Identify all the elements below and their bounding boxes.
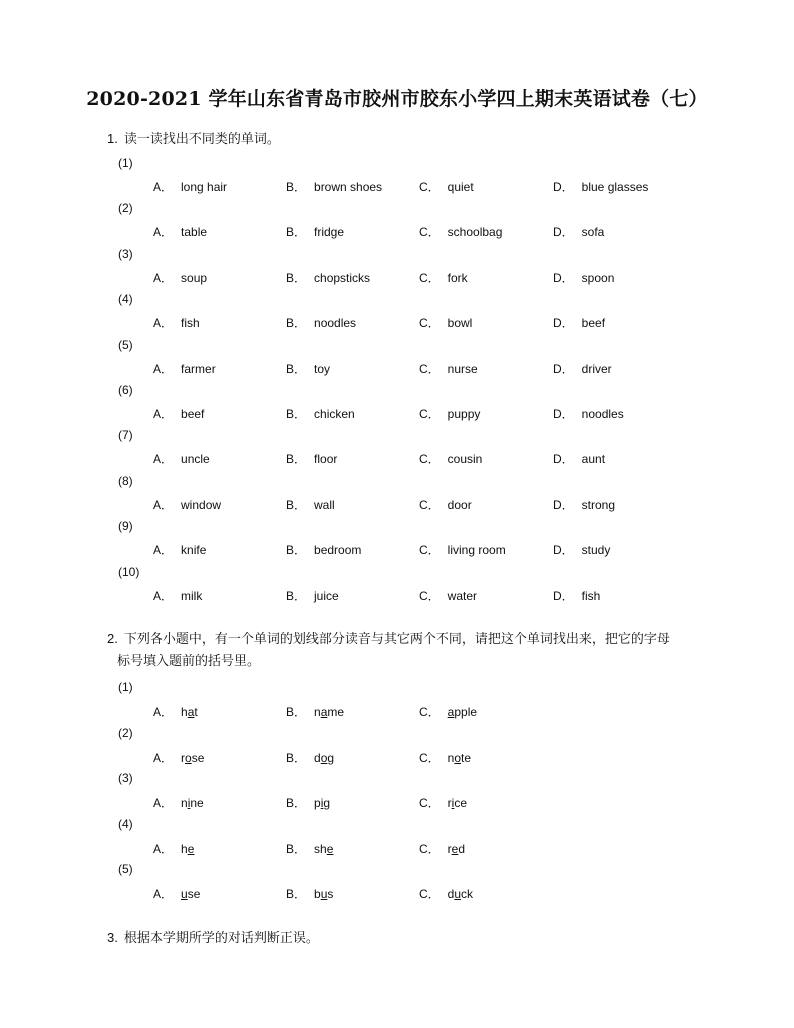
word-suffix: g: [327, 750, 335, 765]
option-word: soup: [181, 270, 208, 285]
option: [286, 749, 334, 766]
option-word: juice: [314, 588, 339, 603]
option: [286, 587, 339, 604]
underlined-letters: u: [454, 887, 462, 902]
option-letter: B．: [286, 796, 307, 811]
underlined-letters: o: [320, 750, 328, 765]
option: [286, 223, 344, 240]
word-suffix: pple: [454, 705, 478, 719]
option-letter: C．: [419, 705, 440, 719]
option-letter: B．: [286, 361, 307, 376]
question-2-text-line2: 标号填入题前的括号里。: [117, 653, 261, 668]
option-letter: A．: [153, 180, 174, 194]
word-prefix: r: [447, 796, 452, 811]
question-1-number: 1.: [107, 131, 118, 146]
option: [553, 269, 614, 286]
option: [153, 496, 221, 513]
option-word: puppy: [447, 407, 481, 421]
option-letter: B．: [286, 407, 307, 421]
underlined-letters: i: [187, 796, 191, 811]
word-prefix: d: [447, 887, 455, 902]
underlined-letters: o: [185, 750, 192, 765]
option: [153, 405, 204, 422]
option: [553, 541, 610, 558]
question-3-heading: [107, 927, 707, 949]
option: [286, 360, 330, 377]
option: [286, 178, 382, 195]
underlined-letters: i: [320, 796, 324, 811]
option: [286, 314, 356, 331]
option-word: chopsticks: [314, 270, 371, 285]
option: [153, 450, 210, 467]
underlined-letters: u: [320, 887, 328, 902]
option-word: chicken: [314, 407, 355, 421]
item-label: (2): [118, 725, 133, 740]
option: [286, 840, 333, 857]
option-letter: B．: [286, 452, 307, 467]
option-letter: D．: [553, 225, 574, 240]
option-letter: D．: [553, 497, 574, 512]
option-letter: C．: [419, 270, 440, 285]
option-letter: A．: [153, 270, 174, 285]
option-letter: C．: [419, 316, 440, 331]
item-label: (9): [118, 519, 133, 534]
option: [553, 450, 605, 467]
option-letter: B．: [286, 705, 307, 719]
option-letter: D．: [553, 452, 574, 467]
option-letter: A．: [153, 705, 174, 719]
option-letter: B．: [286, 543, 307, 558]
option-letter: C．: [419, 588, 440, 603]
word-prefix: r: [181, 750, 186, 765]
option: [553, 360, 612, 377]
word-prefix: h: [181, 841, 188, 856]
option-letter: A．: [153, 407, 174, 421]
option-word: window: [181, 497, 222, 512]
option-letter: A．: [153, 841, 174, 856]
option: [153, 794, 204, 811]
option-letter: B．: [286, 750, 307, 765]
option: [153, 314, 200, 331]
page-title: 2020-2021 学年山东省青岛市胶州市胶东小学四上期末英语试卷（七）: [86, 88, 708, 110]
word-prefix: p: [314, 796, 321, 811]
word-prefix: r: [447, 841, 452, 856]
option-word: farmer: [181, 361, 216, 376]
option-word: nurse: [447, 361, 478, 376]
word-prefix: n: [314, 705, 321, 719]
option-word: living room: [447, 543, 506, 558]
option-letter: D．: [553, 270, 574, 285]
option: [419, 794, 467, 811]
option-word: bowl: [447, 316, 473, 331]
option-letter: C．: [419, 750, 440, 765]
option-word: bedroom: [314, 543, 362, 558]
item-label: (4): [118, 816, 133, 831]
option-word: schoolbag: [447, 225, 503, 240]
word-suffix: d: [458, 841, 466, 856]
option-letter: D．: [553, 407, 574, 421]
option-letter: A．: [153, 225, 174, 240]
option-letter: A．: [153, 796, 174, 811]
option: [419, 269, 468, 286]
word-suffix: te: [461, 750, 472, 765]
option-word: milk: [181, 588, 203, 603]
question-2-heading: [107, 628, 707, 672]
option-letter: C．: [419, 452, 440, 467]
option-word: noodles: [581, 407, 624, 421]
option: [286, 405, 355, 422]
option-letter: A．: [153, 452, 174, 467]
option-letter: A．: [153, 887, 174, 902]
option: [153, 269, 207, 286]
option: [153, 587, 202, 604]
option: [419, 885, 473, 902]
word-suffix: ne: [190, 796, 204, 811]
option-word: fork: [447, 270, 468, 285]
option: [153, 223, 207, 240]
item-label: (10): [118, 564, 140, 579]
option-letter: A．: [153, 316, 174, 331]
word-prefix: n: [447, 750, 455, 765]
option-word: table: [181, 225, 208, 240]
option: [419, 314, 472, 331]
option: [153, 541, 206, 558]
option: [419, 840, 465, 857]
option-letter: D．: [553, 180, 574, 194]
underlined-letters: a: [320, 705, 328, 719]
option: [553, 496, 615, 513]
option: [153, 885, 200, 902]
option: [419, 541, 506, 558]
option-word: cousin: [447, 452, 483, 467]
option-word: spoon: [581, 270, 615, 285]
option-letter: C．: [419, 543, 440, 558]
option: [153, 360, 216, 377]
option-word: toy: [314, 361, 331, 376]
option-letter: C．: [419, 180, 440, 194]
word-suffix: se: [187, 887, 201, 902]
option: [286, 496, 335, 513]
option-letter: B．: [286, 841, 307, 856]
item-label: (3): [118, 246, 133, 261]
option: [419, 496, 472, 513]
option-letter: C．: [419, 796, 440, 811]
underlined-letters: a: [187, 705, 195, 719]
option-word: beef: [581, 316, 606, 331]
option-letter: B．: [286, 270, 307, 285]
item-label: (7): [118, 428, 133, 443]
option-letter: B．: [286, 316, 307, 331]
option-letter: C．: [419, 841, 440, 856]
option: [419, 223, 502, 240]
option: [419, 450, 482, 467]
underlined-letters: i: [451, 796, 455, 811]
item-label: (1): [118, 156, 133, 170]
option: [153, 703, 198, 720]
option: [553, 314, 605, 331]
word-suffix: g: [323, 796, 331, 811]
option: [286, 450, 337, 467]
option-word: noodles: [314, 316, 357, 331]
option-word: water: [447, 588, 478, 603]
item-label: (4): [118, 292, 133, 307]
question-3-number: 3.: [107, 930, 118, 945]
item-label: (1): [118, 680, 133, 694]
underlined-letters: e: [326, 841, 334, 856]
question-1-heading: [107, 128, 707, 150]
word-prefix: b: [314, 887, 321, 902]
question-1-text: 读一读找出不同类的单词。: [123, 131, 280, 146]
option-word: strong: [581, 497, 616, 512]
word-suffix: s: [327, 887, 334, 902]
option-letter: D．: [553, 543, 574, 558]
option-letter: B．: [286, 180, 307, 194]
option: [153, 178, 227, 195]
option-letter: B．: [286, 887, 307, 902]
word-suffix: ck: [461, 887, 474, 902]
option-word: fridge: [314, 225, 345, 240]
option-letter: B．: [286, 588, 307, 603]
word-prefix: h: [181, 705, 188, 719]
option-word: long hair: [181, 180, 228, 194]
item-label: (5): [118, 337, 133, 352]
option-letter: D．: [553, 316, 574, 331]
item-label: (6): [118, 383, 133, 397]
word-prefix: n: [181, 796, 188, 811]
option-word: fish: [181, 316, 200, 331]
option: [286, 541, 361, 558]
option-word: uncle: [181, 452, 210, 467]
item-label: (2): [118, 201, 133, 216]
option-word: brown shoes: [314, 180, 383, 194]
option: [553, 223, 604, 240]
question-2-number: 2.: [107, 631, 118, 646]
word-prefix: d: [314, 750, 321, 765]
option-word: study: [581, 543, 611, 558]
option: [419, 703, 477, 720]
option-letter: D．: [553, 588, 574, 603]
word-suffix: se: [191, 750, 205, 765]
option-letter: A．: [153, 750, 174, 765]
option-letter: B．: [286, 225, 307, 240]
item-label: (8): [118, 473, 133, 488]
option-word: quiet: [447, 180, 474, 194]
option-word: aunt: [581, 452, 606, 467]
underlined-letters: a: [447, 705, 455, 719]
option-letter: A．: [153, 497, 174, 512]
underlined-letters: e: [451, 841, 459, 856]
option-letter: A．: [153, 588, 174, 603]
option-letter: A．: [153, 543, 174, 558]
word-suffix: ce: [454, 796, 468, 811]
option-letter: D．: [553, 361, 574, 376]
option: [419, 360, 478, 377]
option-letter: A．: [153, 361, 174, 376]
word-prefix: sh: [314, 841, 327, 856]
option: [286, 794, 330, 811]
option-word: driver: [581, 361, 612, 376]
option: [286, 703, 344, 720]
underlined-letters: e: [187, 841, 195, 856]
option: [153, 749, 204, 766]
option-letter: C．: [419, 225, 440, 240]
option: [286, 269, 370, 286]
option: [419, 587, 477, 604]
option: [286, 885, 333, 902]
option-word: wall: [314, 497, 335, 512]
item-label: (5): [118, 862, 133, 877]
option-word: beef: [181, 407, 205, 421]
option-letter: C．: [419, 361, 440, 376]
option-letter: C．: [419, 887, 440, 902]
option: [419, 749, 471, 766]
option: [553, 178, 648, 195]
option-word: blue glasses: [581, 180, 649, 194]
option-word: door: [447, 497, 472, 512]
underlined-letters: o: [454, 750, 462, 765]
option: [419, 405, 480, 422]
option-word: knife: [181, 543, 207, 558]
option: [419, 178, 474, 195]
item-label: (3): [118, 771, 133, 786]
option: [153, 840, 194, 857]
underlined-letters: u: [181, 887, 188, 902]
option-word: sofa: [581, 225, 605, 240]
question-2-text-line1: 下列各小题中，有一个单词的划线部分读音与其它两个不同，请把这个单词找出来，把它的字母: [123, 631, 670, 646]
option-word: floor: [314, 452, 338, 467]
word-suffix: t: [194, 705, 198, 719]
option-letter: B．: [286, 497, 307, 512]
word-suffix: me: [327, 705, 345, 719]
option-letter: C．: [419, 497, 440, 512]
question-3-text: 根据本学期所学的对话判断正误。: [123, 930, 319, 945]
option: [553, 587, 600, 604]
option-word: fish: [581, 588, 601, 603]
option-letter: C．: [419, 407, 440, 421]
option: [553, 405, 624, 422]
